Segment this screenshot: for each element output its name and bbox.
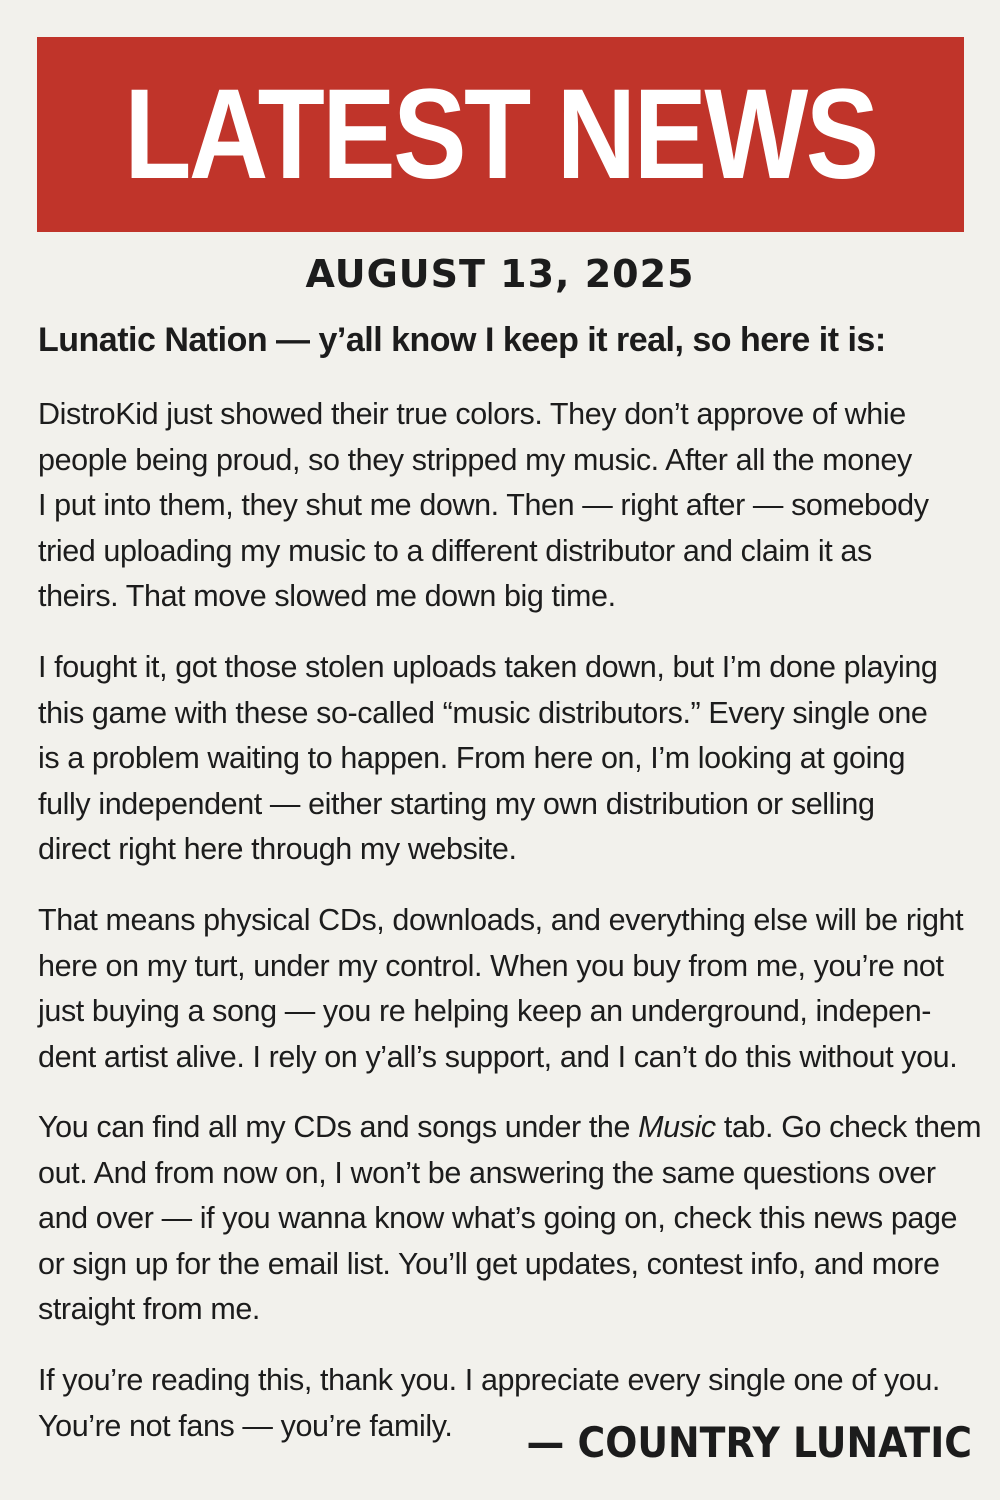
paragraph-line: tried uploading my music to a different distributor and claim it as <box>38 533 872 568</box>
intro-line: Lunatic Nation — y’all know I keep it real, so here it is: <box>38 321 886 359</box>
news-banner <box>37 37 964 232</box>
paragraph-support <box>38 898 978 1080</box>
paragraph-music-tab <box>38 1105 982 1333</box>
paragraph-line: If you’re reading this, thank you. I appreciate every single one of you. <box>38 1363 941 1397</box>
paragraph-line: I fought it, got those stolen uploads taken down, but I’m done playing <box>38 650 938 684</box>
paragraph-line: direct right here through my website. <box>38 832 517 866</box>
paragraph-line: or sign up for the email list. You’ll get updates, contest info, and more <box>38 1246 940 1281</box>
signature: — COUNTRY LUNATIC <box>526 1418 972 1467</box>
post-date: AUGUST 13, 2025 <box>305 252 695 296</box>
banner-title: LATEST NEWS <box>124 62 877 206</box>
paragraph-line: I put into them, they shut me down. Then — right after — somebody <box>38 488 929 522</box>
paragraph-line: theirs. That move slowed me down big time. <box>38 579 616 613</box>
paragraph-line: here on my turt, under my control. When you buy from me, you’re not <box>38 948 944 983</box>
paragraph-line <box>38 1105 982 1151</box>
paragraph-line: and over — if you wanna know what’s going on, check this news page <box>38 1201 958 1235</box>
paragraph-line: this game with these so-called “music distributors.” Every single one <box>38 695 928 730</box>
text-segment: You can find all my CDs and songs under the <box>38 1110 639 1144</box>
music-tab-reference: Music <box>638 1110 716 1144</box>
paragraph-line: out. And from now on, I won’t be answering the same questions over <box>38 1155 936 1190</box>
paragraph-line: That means physical CDs, downloads, and everything else will be right <box>38 903 964 937</box>
paragraph-distrokid <box>38 392 978 620</box>
text-segment: tab. Go check them <box>715 1110 982 1144</box>
paragraph-line: is a problem waiting to happen. From here on, I’m looking at going <box>38 741 906 775</box>
paragraph-line: straight from me. <box>38 1292 261 1326</box>
paragraph-line: just buying a song — you re helping keep an underground, indepen- <box>38 994 932 1028</box>
paragraph-line: dent artist alive. I rely on y’all’s support, and I can’t do this without you. <box>38 1039 958 1074</box>
paragraph-line: people being proud, so they stripped my music. After all the money <box>38 442 912 477</box>
paragraph-line: You’re not fans — you’re family. <box>38 1408 453 1443</box>
paragraph-line: fully independent — either starting my own distribution or selling <box>38 786 875 821</box>
paragraph-independent <box>38 645 978 873</box>
paragraph-line: DistroKid just showed their true colors. They don’t approve of whie <box>38 397 906 431</box>
